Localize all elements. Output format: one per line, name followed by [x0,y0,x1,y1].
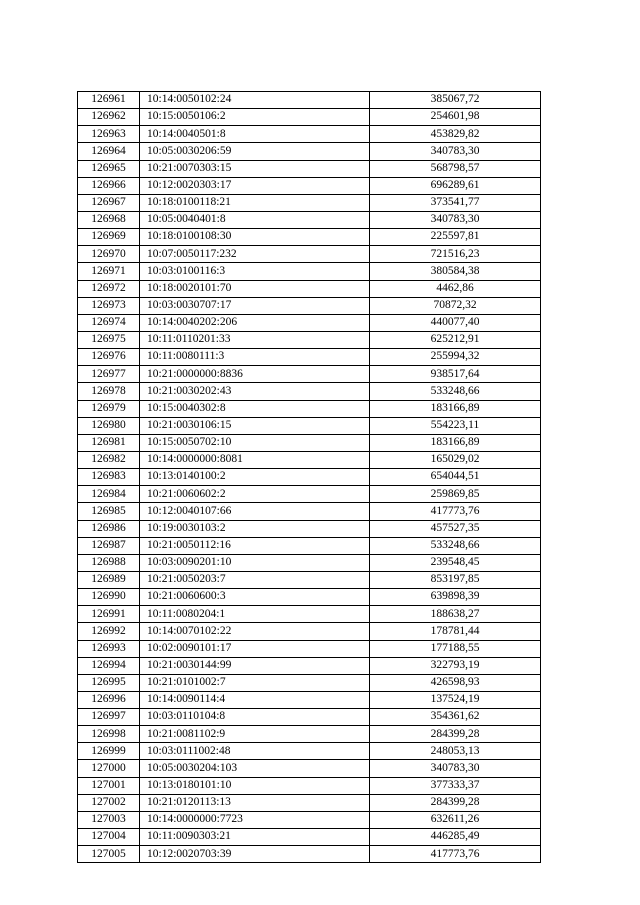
row-number-cell: 126969 [78,229,140,246]
cadastral-number-cell: 10:19:0030103:2 [140,520,370,537]
amount-cell: 639898,39 [370,589,541,606]
row-number-cell: 126972 [78,280,140,297]
row-number-cell: 127000 [78,760,140,777]
cadastral-number-cell: 10:14:0040501:8 [140,126,370,143]
row-number-cell: 126964 [78,143,140,160]
table-row [78,469,541,486]
amount-cell: 417773,76 [370,846,541,863]
table-row [78,777,541,794]
row-number-cell: 126989 [78,571,140,588]
amount-cell: 137524,19 [370,691,541,708]
table-row [78,160,541,177]
cadastral-number-cell: 10:11:0080204:1 [140,606,370,623]
row-number-cell: 126998 [78,726,140,743]
row-number-cell: 126983 [78,469,140,486]
amount-cell: 4462,86 [370,280,541,297]
amount-cell: 385067,72 [370,92,541,109]
cadastral-number-cell: 10:18:0020101:70 [140,280,370,297]
cadastral-number-cell: 10:21:0070303:15 [140,160,370,177]
row-number-cell: 126976 [78,349,140,366]
table-row [78,177,541,194]
cadastral-number-cell: 10:15:0040302:8 [140,400,370,417]
amount-cell: 239548,45 [370,554,541,571]
table-row [78,743,541,760]
cadastral-number-cell: 10:14:0090114:4 [140,691,370,708]
amount-cell: 259869,85 [370,486,541,503]
row-number-cell: 126975 [78,331,140,348]
cadastral-number-cell: 10:12:0020703:39 [140,846,370,863]
row-number-cell: 126999 [78,743,140,760]
table-row [78,92,541,109]
table-row [78,691,541,708]
table-row [78,229,541,246]
table-row [78,211,541,228]
cadastral-number-cell: 10:12:0020303:17 [140,177,370,194]
amount-cell: 938517,64 [370,366,541,383]
amount-cell: 254601,98 [370,109,541,126]
table-row [78,417,541,434]
cadastral-number-cell: 10:21:0060600:3 [140,589,370,606]
row-number-cell: 126997 [78,709,140,726]
amount-cell: 165029,02 [370,451,541,468]
amount-cell: 354361,62 [370,709,541,726]
amount-cell: 721516,23 [370,246,541,263]
cadastral-number-cell: 10:15:0050702:10 [140,434,370,451]
cadastral-number-cell: 10:21:0030202:43 [140,383,370,400]
cadastral-number-cell: 10:03:0090201:10 [140,554,370,571]
cadastral-number-cell: 10:14:0070102:22 [140,623,370,640]
amount-cell: 225597,81 [370,229,541,246]
table-row [78,520,541,537]
table-row [78,126,541,143]
amount-cell: 533248,66 [370,537,541,554]
cadastral-number-cell: 10:21:0060602:2 [140,486,370,503]
table-row [78,366,541,383]
amount-cell: 284399,28 [370,726,541,743]
cadastral-number-cell: 10:13:0180101:10 [140,777,370,794]
table-row [78,623,541,640]
amount-cell: 554223,11 [370,417,541,434]
table-row [78,726,541,743]
row-number-cell: 126994 [78,657,140,674]
cadastral-number-cell: 10:12:0040107:66 [140,503,370,520]
row-number-cell: 127004 [78,829,140,846]
row-number-cell: 126961 [78,92,140,109]
amount-cell: 457527,35 [370,520,541,537]
cadastral-number-cell: 10:11:0090303:21 [140,829,370,846]
amount-cell: 340783,30 [370,143,541,160]
cadastral-number-cell: 10:21:0050203:7 [140,571,370,588]
cadastral-number-cell: 10:21:0081102:9 [140,726,370,743]
cadastral-number-cell: 10:03:0030707:17 [140,297,370,314]
row-number-cell: 126970 [78,246,140,263]
cadastral-number-cell: 10:21:0030144:99 [140,657,370,674]
cadastral-number-cell: 10:05:0030204:103 [140,760,370,777]
row-number-cell: 126984 [78,486,140,503]
table-body [78,92,541,863]
cadastral-number-cell: 10:21:0101002:7 [140,674,370,691]
row-number-cell: 126973 [78,297,140,314]
cadastral-number-cell: 10:03:0110104:8 [140,709,370,726]
cadastral-number-cell: 10:21:0000000:8836 [140,366,370,383]
table-row [78,314,541,331]
cadastral-number-cell: 10:05:0040401:8 [140,211,370,228]
row-number-cell: 126963 [78,126,140,143]
table-row [78,331,541,348]
cadastral-number-cell: 10:14:0000000:7723 [140,811,370,828]
row-number-cell: 126981 [78,434,140,451]
amount-cell: 625212,91 [370,331,541,348]
amount-cell: 446285,49 [370,829,541,846]
cadastral-number-cell: 10:13:0140100:2 [140,469,370,486]
row-number-cell: 127001 [78,777,140,794]
table-row [78,846,541,863]
cadastral-number-cell: 10:21:0120113:13 [140,794,370,811]
row-number-cell: 127003 [78,811,140,828]
amount-cell: 188638,27 [370,606,541,623]
table-row [78,829,541,846]
amount-cell: 377333,37 [370,777,541,794]
table-row [78,537,541,554]
cadastral-number-cell: 10:18:0100118:21 [140,194,370,211]
row-number-cell: 126962 [78,109,140,126]
row-number-cell: 126993 [78,640,140,657]
row-number-cell: 126965 [78,160,140,177]
table-row [78,640,541,657]
amount-cell: 183166,89 [370,400,541,417]
table-row [78,109,541,126]
table-row [78,606,541,623]
table-row [78,194,541,211]
amount-cell: 426598,93 [370,674,541,691]
cadastral-number-cell: 10:18:0100108:30 [140,229,370,246]
amount-cell: 340783,30 [370,211,541,228]
row-number-cell: 126971 [78,263,140,280]
table-row [78,760,541,777]
table-row [78,486,541,503]
table-row [78,434,541,451]
table-row [78,571,541,588]
table-row [78,709,541,726]
row-number-cell: 126982 [78,451,140,468]
table-row [78,503,541,520]
row-number-cell: 126977 [78,366,140,383]
amount-cell: 373541,77 [370,194,541,211]
amount-cell: 70872,32 [370,297,541,314]
table-row [78,263,541,280]
cadastral-number-cell: 10:14:0040202:206 [140,314,370,331]
row-number-cell: 126996 [78,691,140,708]
row-number-cell: 126979 [78,400,140,417]
table-row [78,451,541,468]
table-row [78,143,541,160]
amount-cell: 417773,76 [370,503,541,520]
cadastral-number-cell: 10:21:0050112:16 [140,537,370,554]
row-number-cell: 126967 [78,194,140,211]
table-row [78,400,541,417]
cadastral-number-cell: 10:03:0111002:48 [140,743,370,760]
row-number-cell: 126991 [78,606,140,623]
row-number-cell: 126987 [78,537,140,554]
row-number-cell: 127002 [78,794,140,811]
table-row [78,383,541,400]
table-row [78,554,541,571]
amount-cell: 340783,30 [370,760,541,777]
row-number-cell: 126978 [78,383,140,400]
table-row [78,349,541,366]
row-number-cell: 127005 [78,846,140,863]
amount-cell: 440077,40 [370,314,541,331]
table-row [78,811,541,828]
amount-cell: 248053,13 [370,743,541,760]
table-row [78,280,541,297]
cadastral-number-cell: 10:07:0050117:232 [140,246,370,263]
row-number-cell: 126990 [78,589,140,606]
amount-cell: 632611,26 [370,811,541,828]
amount-cell: 380584,38 [370,263,541,280]
cadastral-number-cell: 10:11:0110201:33 [140,331,370,348]
amount-cell: 284399,28 [370,794,541,811]
amount-cell: 533248,66 [370,383,541,400]
cadastral-number-cell: 10:02:0090101:17 [140,640,370,657]
row-number-cell: 126988 [78,554,140,571]
data-table [77,91,541,863]
row-number-cell: 126986 [78,520,140,537]
table-row [78,674,541,691]
table-row [78,297,541,314]
table-row [78,657,541,674]
cadastral-number-cell: 10:11:0080111:3 [140,349,370,366]
row-number-cell: 126985 [78,503,140,520]
table-row [78,589,541,606]
amount-cell: 183166,89 [370,434,541,451]
row-number-cell: 126968 [78,211,140,228]
amount-cell: 322793,19 [370,657,541,674]
table-row [78,794,541,811]
row-number-cell: 126992 [78,623,140,640]
amount-cell: 696289,61 [370,177,541,194]
amount-cell: 654044,51 [370,469,541,486]
amount-cell: 178781,44 [370,623,541,640]
row-number-cell: 126974 [78,314,140,331]
row-number-cell: 126966 [78,177,140,194]
row-number-cell: 126995 [78,674,140,691]
cadastral-number-cell: 10:21:0030106:15 [140,417,370,434]
amount-cell: 177188,55 [370,640,541,657]
table-row [78,246,541,263]
cadastral-number-cell: 10:14:0000000:8081 [140,451,370,468]
amount-cell: 853197,85 [370,571,541,588]
cadastral-number-cell: 10:03:0100116:3 [140,263,370,280]
cadastral-number-cell: 10:14:0050102:24 [140,92,370,109]
row-number-cell: 126980 [78,417,140,434]
cadastral-number-cell: 10:15:0050106:2 [140,109,370,126]
cadastral-number-cell: 10:05:0030206:59 [140,143,370,160]
amount-cell: 255994,32 [370,349,541,366]
amount-cell: 453829,82 [370,126,541,143]
amount-cell: 568798,57 [370,160,541,177]
